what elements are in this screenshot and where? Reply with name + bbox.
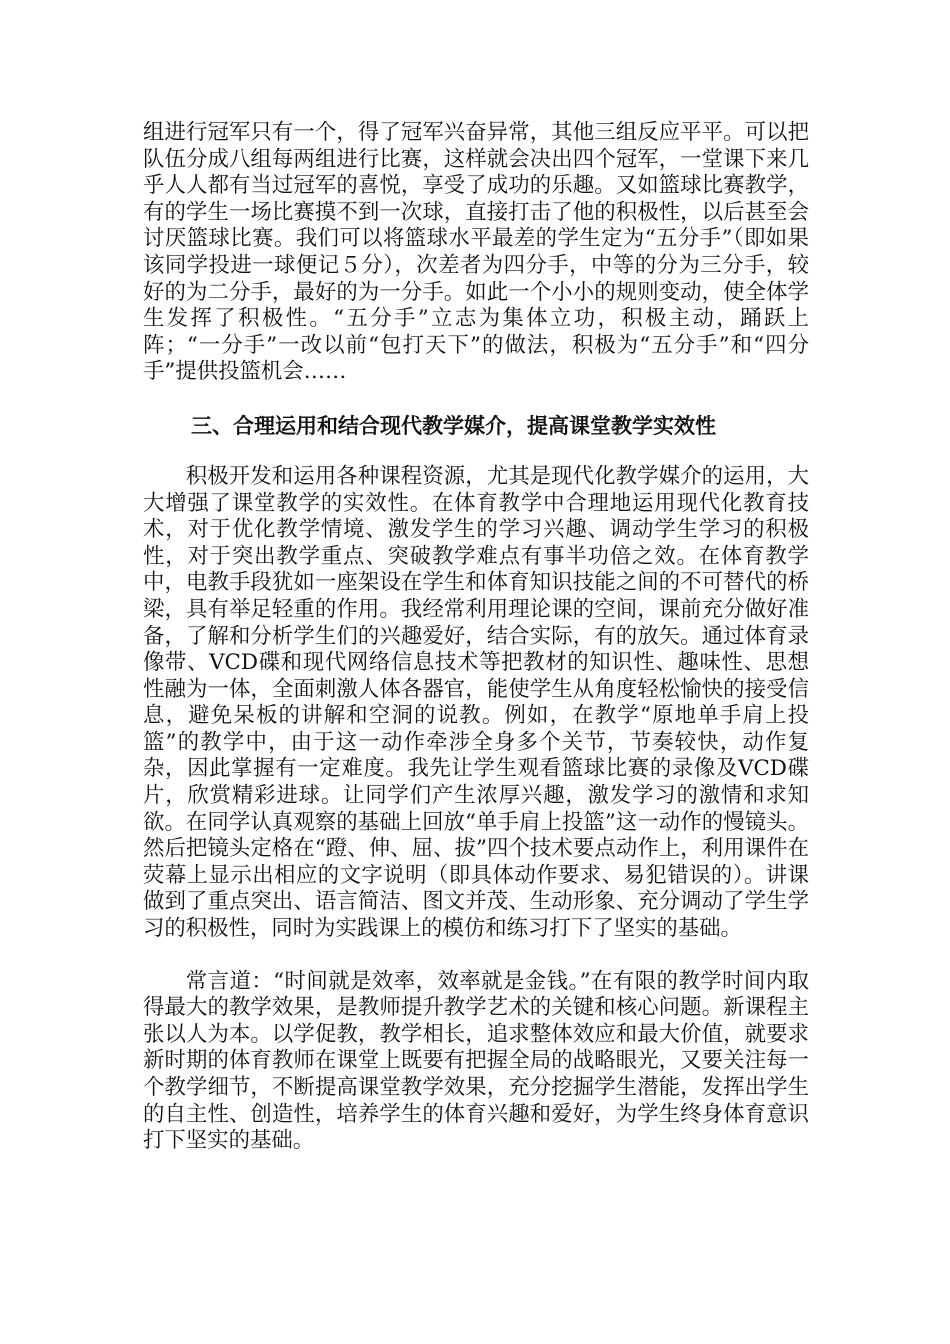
paragraph-group-competition: 组进行冠军只有一个，得了冠军兴奋异常，其他三组反应平平。可以把队伍分成八组每两组进行比赛，这样就会决出四个冠军，一堂课下来几乎人人都有当过冠军的喜悦，享受了成功的乐趣。又如篮球比赛教学，有的学生一场比赛摸不到一次球，直接打击了他的积极性，以后甚至会讨厌篮球比赛。我们可以将篮球水平最差的学生定为“五分手”（即如果该同学投进一球便记５分），次差者为四分手，中等的分为三分手，较好的为二分手，最好的为一分手。如此一个小小的规则变动，使全体学生发挥了积极性。“五分手”立志为集体立功，积极主动，踊跃上阵；“一分手”一改以前“包打天下”的做法，积极为“五分手”和“四分手”提供投篮机会……	[143, 120, 809, 385]
paragraph-spacer	[143, 943, 809, 969]
paragraph-conclusion: 常言道：“时间就是效率，效率就是金钱。”在有限的教学时间内取得最大的教学效果，是教师提升教学艺术的关键和核心问题。新课程主张以人为本。以学促教，教学相长，追求整体效应和最大价值，就要求新时期的体育教师在课堂上既要有把握全局的战略眼光，又要关注每一个教学细节，不断提高课堂教学效果，充分挖掘学生潜能，发挥出学生的自主性、创造性，培养学生的体育兴趣和爱好，为学生终身体育意识打下坚实的基础。	[143, 968, 809, 1154]
section-heading: 三、合理运用和结合现代教学媒介，提高课堂教学实效性	[191, 413, 716, 438]
paragraph-teaching-media: 积极开发和运用各种课程资源，尤其是现代化教学媒介的运用，大大增强了课堂教学的实效性。在体育教学中合理地运用现代化教育技术，对于优化教学情境、激发学生的学习兴趣、调动学生学习的积极性，对于突出教学重点、突破教学难点有事半功倍之效。在体育教学中，电教手段犹如一座架设在学生和体育知识技能之间的不可替代的桥梁，具有举足轻重的作用。我经常利用理论课的空间，课前充分做好准备，了解和分析学生们的兴趣爱好，结合实际，有的放矢。通过体育录像带、VCD碟和现代网络信息技术等把教材的知识性、趣味性、思想性融为一体，全面刺激人体各器官，能使学生从角度轻松愉快的接受信息，避免呆板的讲解和空洞的说教。例如，在教学“原地单手肩上投篮”的教学中，由于这一动作牵涉全身多个关节，节奏较快，动作复杂，因此掌握有一定难度。我先让学生观看篮球比赛的录像及VCD碟片，欣赏精彩进球。让同学们产生浓厚兴趣，激发学习的激情和求知欲。在同学认真观察的基础上回放“单手肩上投篮”这一动作的慢镜头。然后把镜头定格在“蹬、伸、屈、拔”四个技术要点动作上，利用课件在荧幕上显示出相应的文字说明（即具体动作要求、易犯错误的）。讲课做到了重点突出、语言简洁、图文并茂、生动形象、充分调动了学生学习的积极性，同时为实践课上的模仿和练习打下了坚实的基础。	[143, 463, 809, 942]
document-page	[143, 120, 809, 1155]
